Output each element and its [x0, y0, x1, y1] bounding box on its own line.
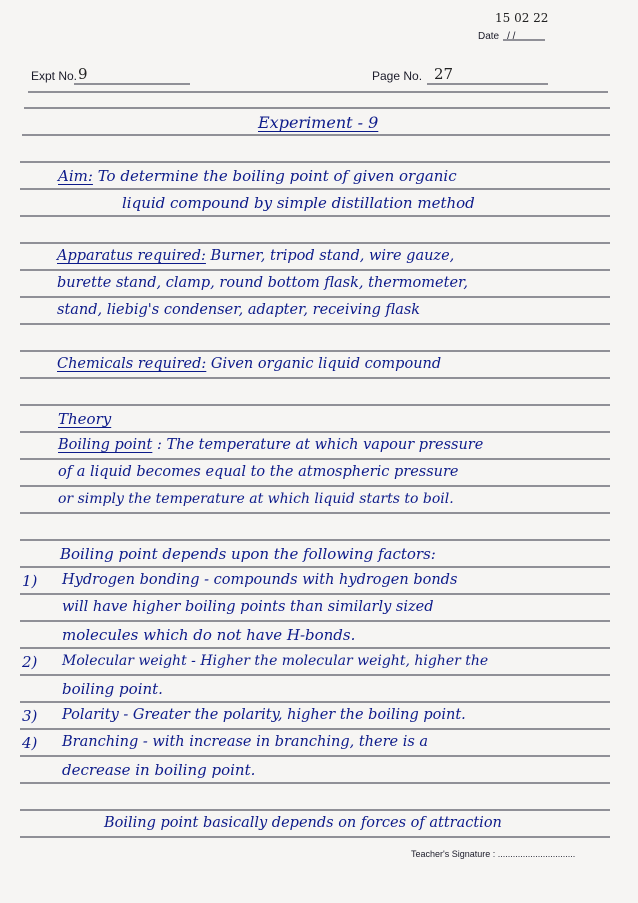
chemicals-line: Chemicals required: Given organic liquid compound — [57, 356, 442, 372]
factors-intro: Boiling point depends upon the following factors: — [60, 545, 436, 563]
teacher-signature-label: Teacher's Signature : ............................... — [411, 849, 576, 859]
factor-1-line-2: will have higher boiling points than similarly sized — [62, 599, 434, 615]
expt-no-label: Expt No. — [31, 69, 78, 83]
factor-4-number: 4) — [22, 734, 38, 752]
factor-3-number: 3) — [22, 707, 38, 725]
theory-line-3: or simply the temperature at which liquid starts to boil. — [58, 491, 454, 507]
factor-3-line-1: Polarity - Greater the polarity, higher the boiling point. — [62, 707, 466, 723]
apparatus-line-2: burette stand, clamp, round bottom flask, thermometer, — [57, 275, 468, 291]
theory-line-1: Boiling point : The temperature at which vapour pressure — [58, 437, 484, 453]
aim-line-2: liquid compound by simple distillation method — [122, 194, 475, 212]
factor-2-number: 2) — [22, 653, 38, 671]
date-label: Date / / — [478, 31, 516, 42]
experiment-title: Experiment - 9 — [258, 113, 379, 132]
theory-line-2: of a liquid becomes equal to the atmospheric pressure — [58, 464, 459, 480]
factor-2-line-2: boiling point. — [62, 680, 163, 698]
expt-no-value: 9 — [78, 65, 88, 83]
handwritten-date: 15 02 22 — [495, 11, 549, 25]
factor-2-line-1: Molecular weight - Higher the molecular weight, higher the — [62, 653, 489, 669]
factor-4-line-2: decrease in boiling point. — [62, 761, 256, 779]
apparatus-line-1: Apparatus required: Burner, tripod stand, wire gauze, — [57, 248, 455, 264]
aim-line-1: Aim: To determine the boiling point of given organic — [58, 167, 457, 185]
conclusion-line: Boiling point basically depends on forces of attraction — [104, 815, 502, 831]
factor-1-line-1: Hydrogen bonding - compounds with hydrogen bonds — [62, 572, 458, 588]
apparatus-line-3: stand, liebig's condenser, adapter, receiving flask — [57, 302, 421, 318]
page-no-label: Page No. — [372, 69, 423, 83]
factor-1-line-3: molecules which do not have H-bonds. — [62, 626, 356, 644]
factor-1-number: 1) — [22, 572, 38, 590]
factor-4-line-1: Branching - with increase in branching, there is a — [62, 734, 429, 750]
theory-heading: Theory — [58, 410, 112, 428]
page-no-value: 27 — [434, 65, 454, 83]
